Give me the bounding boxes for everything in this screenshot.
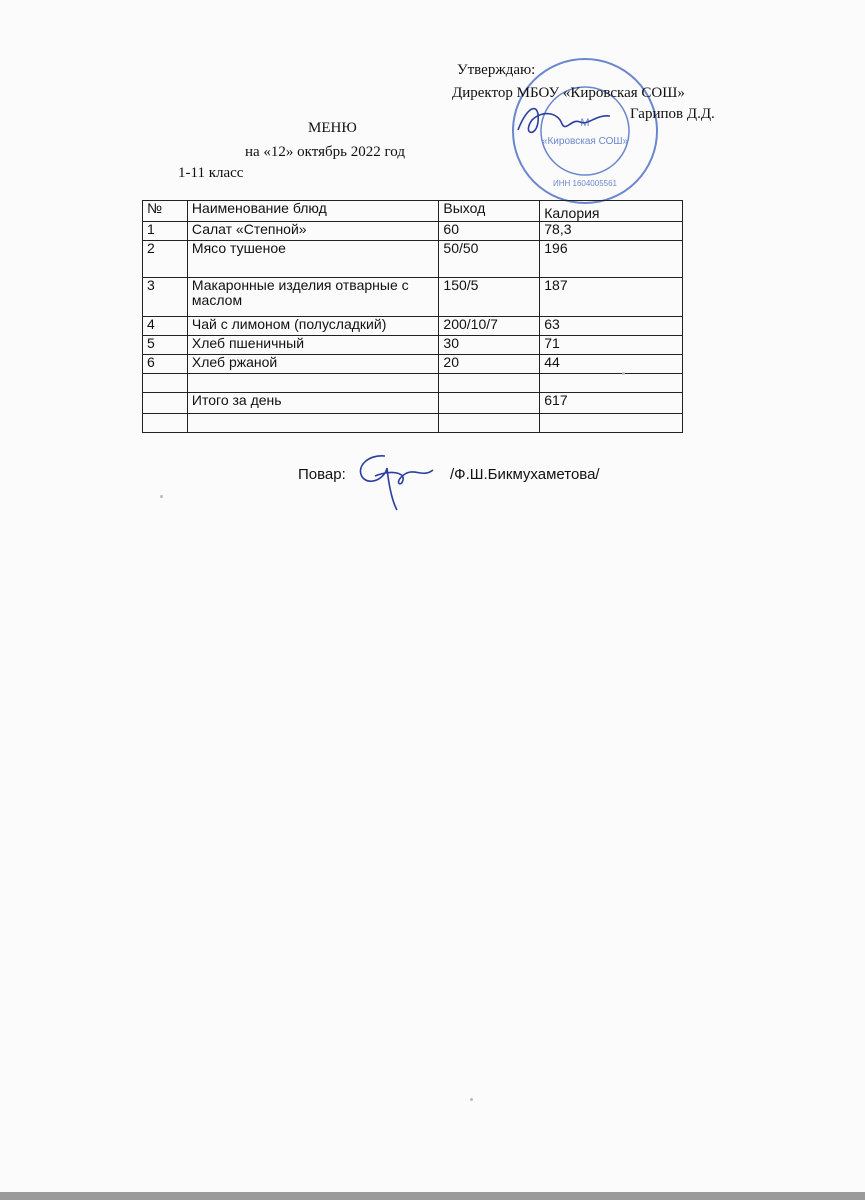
cook-label: Повар: xyxy=(298,466,346,483)
cell-output xyxy=(439,414,540,433)
cell-number xyxy=(143,414,188,433)
cell-total-calories: 617 xyxy=(540,393,683,414)
table-row xyxy=(143,355,683,374)
cell-dish: Чай с лимоном (полусладкий) xyxy=(187,317,438,336)
cell-output: 50/50 xyxy=(439,241,540,278)
cook-signature xyxy=(345,448,445,513)
cell-number: 4 xyxy=(143,317,188,336)
cell-dish: Салат «Степной» xyxy=(187,222,438,241)
cell-dish: Хлеб пшеничный xyxy=(187,336,438,355)
table-row xyxy=(143,414,683,433)
approve-word: Утверждаю: xyxy=(457,62,536,78)
cell-calories: 44 xyxy=(540,355,683,374)
cell-calories xyxy=(540,374,683,393)
cell-number: 3 xyxy=(143,278,188,317)
cell-dish: Мясо тушеное xyxy=(187,241,438,278)
cell-total-label: Итого за день xyxy=(187,393,438,414)
menu-table xyxy=(142,200,683,433)
cell-output: 30 xyxy=(439,336,540,355)
scan-bottom-edge xyxy=(0,1192,865,1200)
cell-number xyxy=(143,393,188,414)
cell-number: 2 xyxy=(143,241,188,278)
cell-calories: 196 xyxy=(540,241,683,278)
cell-output: 200/10/7 xyxy=(439,317,540,336)
approve-director-line: Директор МБОУ «Кировская СОШ» xyxy=(452,85,685,101)
cook-name: /Ф.Ш.Бикмухаметова/ xyxy=(450,466,600,483)
cell-output: 20 xyxy=(439,355,540,374)
menu-title: МЕНЮ xyxy=(308,120,357,136)
director-signature xyxy=(510,100,620,145)
table-header-row xyxy=(143,201,683,222)
table-row xyxy=(143,317,683,336)
scan-speck xyxy=(470,1098,473,1101)
table-row xyxy=(143,374,683,393)
cell-number: 5 xyxy=(143,336,188,355)
column-header-output: Выход xyxy=(439,201,540,222)
cell-dish xyxy=(187,414,438,433)
stamp-inn: ИНН 1604005561 xyxy=(552,179,618,188)
menu-date: на «12» октябрь 2022 год xyxy=(245,144,405,160)
scan-speck xyxy=(160,495,163,498)
cell-calories: 71 xyxy=(540,336,683,355)
cell-output: 150/5 xyxy=(439,278,540,317)
cell-output xyxy=(439,393,540,414)
cell-output: 60 xyxy=(439,222,540,241)
table-row-total xyxy=(143,393,683,414)
approve-director-name: Гарипов Д.Д. xyxy=(630,106,715,122)
table-row xyxy=(143,336,683,355)
column-header-number: № xyxy=(143,201,188,222)
cell-dish xyxy=(187,374,438,393)
cell-dish: Макаронные изделия отварные с маслом xyxy=(187,278,438,317)
scan-speck xyxy=(622,372,625,375)
cell-calories: 187 xyxy=(540,278,683,317)
stamp-center-line1: М xyxy=(580,117,590,129)
cell-number xyxy=(143,374,188,393)
column-header-dish: Наименование блюд xyxy=(187,201,438,222)
table-row xyxy=(143,278,683,317)
cell-number: 6 xyxy=(143,355,188,374)
cell-calories: 63 xyxy=(540,317,683,336)
table-row xyxy=(143,222,683,241)
cell-dish: Хлеб ржаной xyxy=(187,355,438,374)
cell-calories: 78,3 xyxy=(540,222,683,241)
cell-calories xyxy=(540,414,683,433)
cell-number: 1 xyxy=(143,222,188,241)
menu-class: 1-11 класс xyxy=(178,165,244,181)
column-header-calories: Калория xyxy=(540,201,683,222)
cell-output xyxy=(439,374,540,393)
stamp-center-line2: «Кировская СОШ» xyxy=(541,136,629,147)
table-row xyxy=(143,241,683,278)
